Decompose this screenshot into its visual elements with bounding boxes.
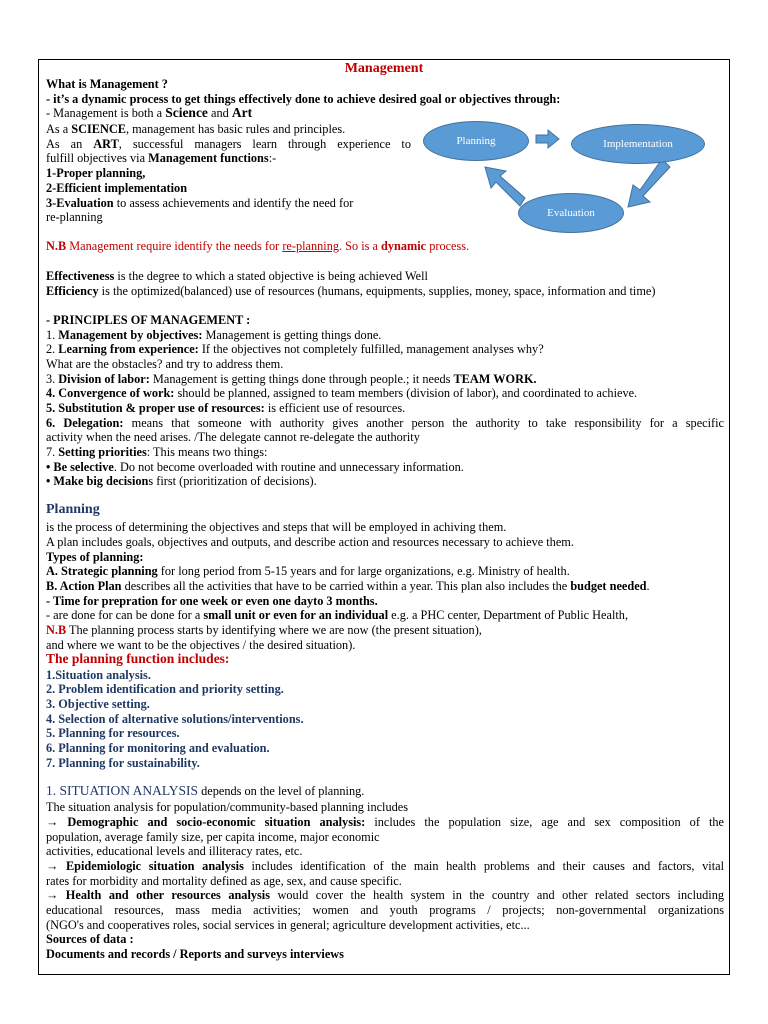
function-evaluation: 3-Evaluation to assess achievements and identify the need for <box>46 196 354 210</box>
principle-6-cont: activity when the need arises. /The delegate cannot re-delegate the authority <box>46 430 420 444</box>
planning-function-heading: The planning function includes: <box>46 651 230 666</box>
evaluation-node: Evaluation <box>518 193 624 233</box>
planning-function-5: 5. Planning for resources. <box>46 726 180 740</box>
planning-definition: is the process of determining the objectives and steps that will be employed in achiving them. <box>46 520 507 534</box>
planning-function-2: 2. Problem identification and priority setting. <box>46 682 284 696</box>
types-of-planning: Types of planning: <box>46 550 144 564</box>
priority-be-selective: • Be selective. Do not become overloaded with routine and unnecessary information. <box>46 460 464 474</box>
situation-analysis-heading: 1. SITUATION ANALYSIS depends on the level of planning. <box>46 783 365 798</box>
demographic-analysis-cont-1: population, average family size, per capita income, major economic <box>46 830 380 844</box>
demographic-analysis: → Demographic and socio-economic situation analysis: includes the population size, age and sex composition of the <box>46 815 724 829</box>
priority-big-decisions: • Make big decisions first (prioritization of decisions). <box>46 474 317 488</box>
principle-7: 7. Setting priorities: This means two things: <box>46 445 268 459</box>
what-is-management: What is Management ? <box>46 77 168 91</box>
principle-2-cont: What are the obstacles? and try to address them. <box>46 357 284 371</box>
fulfill-objectives-line: fulfill objectives via Management functions:- <box>46 151 277 165</box>
function-proper-planning: 1-Proper planning, <box>46 166 146 180</box>
implementation-node: Implementation <box>571 124 705 164</box>
situation-analysis-intro: The situation analysis for population/community-based planning includes <box>46 800 409 814</box>
principle-1: 1. Management by objectives: Management is getting things done. <box>46 328 382 342</box>
principle-2: 2. Learning from experience: If the objectives not completely fulfilled, management analyses why? <box>46 342 544 356</box>
planning-function-4: 4. Selection of alternative solutions/interventions. <box>46 712 304 726</box>
planning-function-3: 3. Objective setting. <box>46 697 150 711</box>
principle-5: 5. Substitution & proper use of resources: is efficient use of resources. <box>46 401 406 415</box>
health-resources-analysis: → Health and other resources analysis would cover the health system in the country and other related sectors including <box>46 888 724 902</box>
documents-and-records: Documents and records / Reports and surveys interviews <box>46 947 344 961</box>
planning-node: Planning <box>423 121 529 161</box>
small-unit-line: - are done for can be done for a small unit or even for an individual e.g. a PHC center, Department of Public Health, <box>46 608 629 622</box>
arrow-up-left-icon <box>485 167 525 206</box>
planning-heading: Planning <box>46 502 100 517</box>
effectiveness-definition: Effectiveness is the degree to which a stated objective is being achieved Well <box>46 269 428 283</box>
as-science-line: As a SCIENCE, management has basic rules and principles. <box>46 122 346 136</box>
as-art-line: As an ART, successful managers learn through experience to <box>46 137 411 151</box>
arrow-down-left-icon <box>628 159 670 207</box>
function-efficient-implementation: 2-Efficient implementation <box>46 181 188 195</box>
principle-4: 4. Convergence of work: should be planned, assigned to team members (division of labor), and coordinated to achieve. <box>46 386 638 400</box>
nb-replanning: N.B Management require identify the needs for re-planning. So is a dynamic process. <box>46 239 470 253</box>
planning-function-6: 6. Planning for monitoring and evaluation. <box>46 741 270 755</box>
principle-3: 3. Division of labor: Management is getting things done through people.; it needs TEAM WORK. <box>46 372 537 386</box>
demographic-analysis-cont-2: activities, educational levels and illiteracy rates, etc. <box>46 844 303 858</box>
science-and-art-line: - Management is both a Science and Art <box>46 105 253 120</box>
planning-function-1: 1.Situation analysis. <box>46 668 151 682</box>
principle-6: 6. Delegation: means that someone with authority gives another person the authority to take responsibility for a specific <box>46 416 724 430</box>
arrow-right-icon <box>536 130 559 148</box>
dynamic-process-line: - it’s a dynamic process to get things effectively done to achieve desired goal or objectives through: <box>46 92 561 106</box>
health-resources-cont-1: educational resources, mass media activities; women and youth programs / projects; non-governmental organizations <box>46 903 724 917</box>
planning-plan-includes: A plan includes goals, objectives and outputs, and describe action and resources necessary to achieve them. <box>46 535 574 549</box>
planning-function-7: 7. Planning for sustainability. <box>46 756 200 770</box>
page-title: Management <box>344 61 424 76</box>
principles-heading: - PRINCIPLES OF MANAGEMENT : <box>46 313 251 327</box>
sources-of-data: Sources of data : <box>46 932 134 946</box>
nb-planning-process: N.B The planning process starts by identifying where we are now (the present situation), <box>46 623 482 637</box>
health-resources-cont-2: (NGO's and cooperatives roles, social services in general; agriculture development activities, etc... <box>46 918 530 932</box>
strategic-planning: A. Strategic planning for long period from 5-15 years and for large organizations, e.g. Ministry of health. <box>46 564 570 578</box>
time-for-preparation: - Time for prepration for one week or even one dayto 3 months. <box>46 594 378 608</box>
nb-planning-cont: and where we want to be the objectives / the desired situation). <box>46 638 356 652</box>
function-evaluation-cont: re-planning <box>46 210 103 224</box>
action-plan: B. Action Plan describes all the activities that have to be carried within a year. This plan also includes the budget needed. <box>46 579 650 593</box>
efficiency-definition: Efficiency is the optimized(balanced) use of resources (humans, equipments, supplies, money, space, information and time) <box>46 284 656 298</box>
epidemiologic-analysis: → Epidemiologic situation analysis includes identification of the main health problems and their causes and factors, vital <box>46 859 724 873</box>
epidemiologic-analysis-cont: rates for morbidity and mortality defined as age, sex, and cause specific. <box>46 874 402 888</box>
